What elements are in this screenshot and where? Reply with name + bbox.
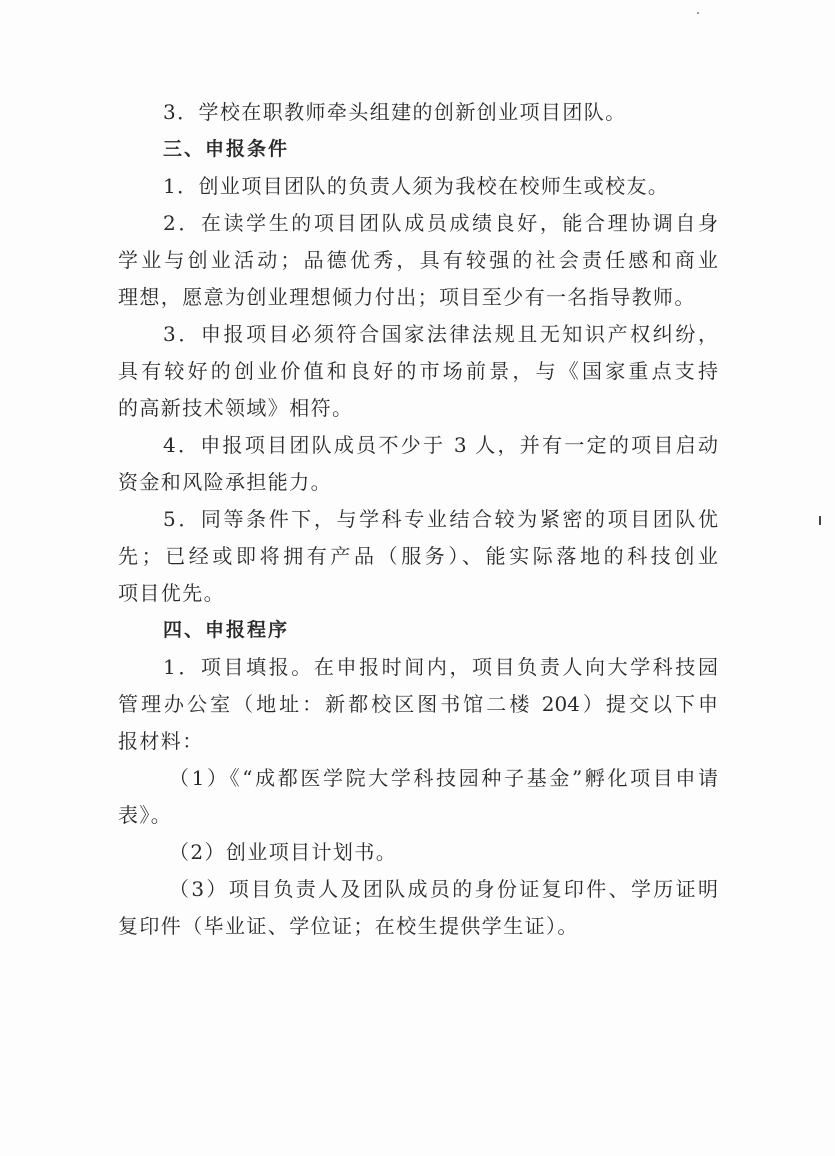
condition-5-line-3: 项目优先。 [118, 581, 225, 605]
condition-1: 1．创业项目团队的负责人须为我校在校师生或校友。 [163, 174, 670, 198]
condition-2-line-3: 理想，愿意为创业理想倾力付出；项目至少有一名指导教师。 [118, 285, 696, 309]
scan-artifact-dot [697, 12, 699, 14]
section-3-item-3: 3．学校在职教师牵头组建的创新创业项目团队。 [163, 100, 627, 124]
material-1-line-2: 表》。 [118, 803, 173, 827]
condition-3-line-2: 具有较好的创业价值和良好的市场前景，与《国家重点支持 [118, 359, 718, 383]
heading-application-conditions: 三、申报条件 [163, 138, 290, 160]
condition-2-line-1: 2．在读学生的项目团队成员成绩良好，能合理协调自身 [163, 211, 718, 235]
scan-artifact-mark [819, 516, 821, 525]
material-2: （2）创业项目计划书。 [169, 840, 398, 864]
condition-3-line-1: 3．申报项目必须符合国家法律法规且无知识产权纠纷， [163, 322, 718, 346]
condition-5-line-1: 5．同等条件下，与学科专业结合较为紧密的项目团队优 [163, 507, 718, 531]
material-3-line-2: 复印件（毕业证、学位证；在校生提供学生证）。 [118, 914, 579, 938]
condition-4-line-2: 资金和风险承担能力。 [118, 470, 332, 494]
procedure-1-line-1: 1．项目填报。在申报时间内，项目负责人向大学科技园 [163, 655, 718, 679]
condition-4-line-1: 4．申报项目团队成员不少于 3 人，并有一定的项目启动 [163, 433, 718, 457]
material-3-line-1: （3）项目负责人及团队成员的身份证复印件、学历证明 [169, 877, 718, 901]
material-1-line-1: （1）《“成都医学院大学科技园种子基金”孵化项目申请 [169, 766, 718, 790]
condition-5-line-2: 先；已经或即将拥有产品（服务）、能实际落地的科技创业 [118, 544, 718, 568]
document-body [118, 94, 718, 945]
procedure-1-line-3: 报材料： [118, 729, 204, 753]
heading-application-procedure: 四、申报程序 [163, 619, 290, 641]
procedure-1-line-2: 管理办公室（地址：新都校区图书馆二楼 204）提交以下申 [118, 692, 718, 716]
condition-3-line-3: 的高新技术领域》相符。 [118, 396, 354, 420]
condition-2-line-2: 学业与创业活动；品德优秀，具有较强的社会责任感和商业 [118, 248, 718, 272]
